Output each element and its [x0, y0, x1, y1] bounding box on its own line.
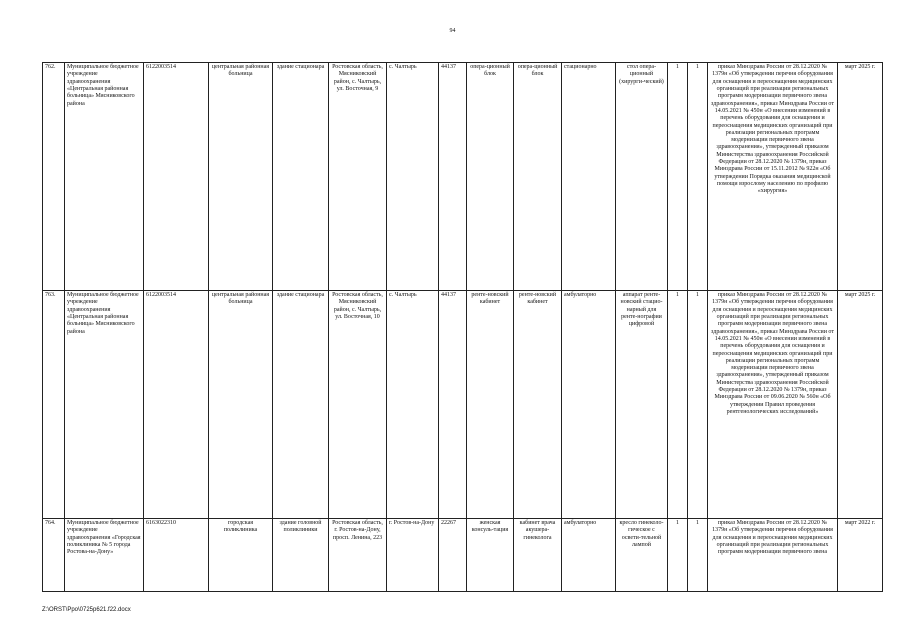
unit: опера-ционный блок: [467, 63, 514, 291]
zip-code: 44137: [439, 63, 467, 291]
page-number: 94: [449, 28, 456, 34]
org-type: городская поликлиника: [209, 519, 273, 592]
zip-code: 44137: [439, 291, 467, 519]
locality: с. Чалтырь: [387, 63, 439, 291]
org-code: 6163022310: [144, 519, 209, 592]
unit: ренте-новский кабинет: [467, 291, 514, 519]
organization-name: Муниципальное бюджетное учреждение здравоохранения «Центральная районная больница» Мясниковского района: [65, 63, 144, 291]
quantity: 1: [688, 291, 708, 519]
row-number: 764.: [43, 519, 65, 592]
quantity: 1: [668, 291, 688, 519]
org-type: центральная районная больница: [209, 63, 273, 291]
org-type: центральная районная больница: [209, 291, 273, 519]
org-code: 6122003514: [144, 63, 209, 291]
table-row: [43, 519, 883, 592]
room: ренте-новский кабинет: [514, 291, 562, 519]
quantity: 1: [668, 63, 688, 291]
building: здание стационара: [273, 291, 329, 519]
quantity: 1: [688, 519, 708, 592]
building: здание стационара: [273, 63, 329, 291]
quantity: 1: [688, 63, 708, 291]
table-row: [43, 63, 883, 291]
care-type: амбулаторно: [562, 291, 616, 519]
address: Ростовская область, Мясниковский район, с. Чалтырь, ул. Восточная, 9: [329, 63, 387, 291]
organization-name: Муниципальное бюджетное учреждение здравоохранения «Центральная районная больница» Мясниковского района: [65, 291, 144, 519]
locality: с. Чалтырь: [387, 291, 439, 519]
legal-basis: приказ Минздрава России от 28.12.2020 № 1379н «Об утверждении перечня оборудования для оснащения и переоснащения медицинских организаций при реализации региональных программ модернизации первичного звена здравоохранения», приказ Минздрава России от 14.05.2021 № 450н «О внесении изменений в перечень оборудования для оснащения и переоснащения медицинских организаций при реализации региональных программ модернизации первичного звена здравоохранения», утвержденный приказом Министерства здравоохранения Российской Федерации от 28.12.2020 № 1379н, приказ Минздрава России от 15.11.2012 № 922н «Об утверждении Порядка оказания медицинской помощи взрослому населению по профилю «хирургия»: [708, 63, 838, 291]
zip-code: 22267: [439, 519, 467, 592]
room: опера-ционный блок: [514, 63, 562, 291]
building: здание головной поликлиники: [273, 519, 329, 592]
address: Ростовская область, г. Ростов-на-Дону, просп. Ленина, 223: [329, 519, 387, 592]
legal-basis: приказ Минздрава России от 28.12.2020 № 1379н «Об утверждении перечня оборудования для оснащения и переоснащения медицинских организаций при реализации региональных программ модернизации первичного звена: [708, 519, 838, 592]
unit: женская консуль-тация: [467, 519, 514, 592]
room: кабинет врача акушера-гинеколога: [514, 519, 562, 592]
row-number: 762.: [43, 63, 65, 291]
table-row: [43, 291, 883, 519]
date: март 2025 г.: [838, 291, 883, 519]
address: Ростовская область, Мясниковский район, с. Чалтырь, ул. Восточная, 10: [329, 291, 387, 519]
date: март 2022 г.: [838, 519, 883, 592]
equipment: стол опера-ционный (хирурги-ческий): [616, 63, 668, 291]
locality: г. Ростов-на-Дону: [387, 519, 439, 592]
footer-file-path: Z:\ORST\Ppo\0725p621.f22.docx: [42, 607, 131, 613]
org-code: 6122003514: [144, 291, 209, 519]
care-type: амбулаторно: [562, 519, 616, 592]
organization-name: Муниципальное бюджетное учреждение здравоохранения «Городская поликлиника № 5 города Ростова-на-Дону»: [65, 519, 144, 592]
date: март 2025 г.: [838, 63, 883, 291]
legal-basis: приказ Минздрава России от 28.12.2020 № 1379н «Об утверждении перечня оборудования для оснащения и переоснащения медицинских организаций при реализации региональных программ модернизации первичного звена здравоохранения», приказ Минздрава России от 14.05.2021 № 450н «О внесении изменений в перечень оборудования для оснащения и переоснащения медицинских организаций при реализации региональных программ модернизации первичного звена здравоохранения», утвержденный приказом Министерства здравоохранения Российской Федерации от 28.12.2020 № 1379н, приказ Минздрава России от 09.06.2020 № 560н «Об утверждении Правил проведения рентгенологических исследований»: [708, 291, 838, 519]
care-type: стационарно: [562, 63, 616, 291]
equipment: кресло гинеколо-гическое с освети-тельной лампой: [616, 519, 668, 592]
equipment-table: [42, 62, 883, 592]
quantity: 1: [668, 519, 688, 592]
row-number: 763.: [43, 291, 65, 519]
equipment: аппарат ренте-новский стацио-нарный для ренте-нографии цифровой: [616, 291, 668, 519]
